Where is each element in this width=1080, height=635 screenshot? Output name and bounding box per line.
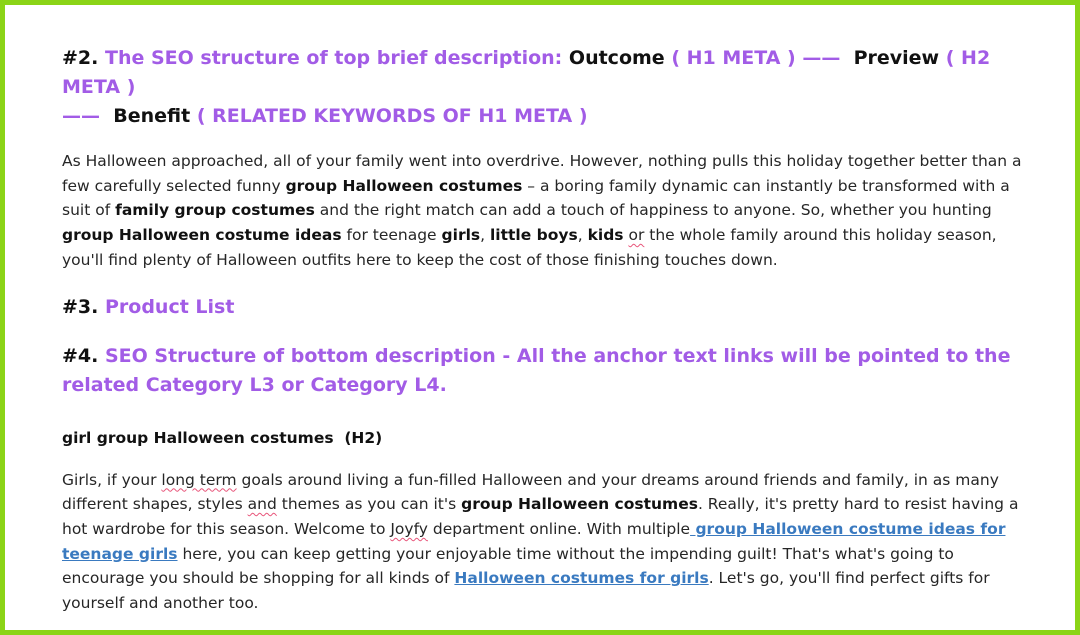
text-run: As Halloween approached, all of your family went into overdrive. However, nothing pulls this holiday together better than a few carefully selected funny xyxy=(62,152,1022,195)
spellcheck-word: Joyfy xyxy=(390,519,428,538)
text-run: , xyxy=(480,226,490,245)
section-3-number: #3. xyxy=(62,295,99,318)
spellcheck-word: long term xyxy=(161,470,237,489)
text-run: for teenage xyxy=(341,226,442,245)
spellcheck-word: or xyxy=(628,226,645,245)
text-run: Girls, if your xyxy=(62,470,162,489)
dash-separator-2: —— xyxy=(62,105,100,127)
section-4-title: SEO Structure of bottom description - All the anchor text links will be pointed to the related Category L3 or Category L4. xyxy=(62,344,1011,396)
girl-costumes-subheading: girl group Halloween costumes (H2) xyxy=(62,428,383,447)
text-run: . Let's go, you'll find perfect gifts for yourself and another too. xyxy=(62,569,990,613)
keyword-bold: group Halloween costumes xyxy=(285,176,523,195)
text-run: the whole family around this holiday season, you'll find plenty of Halloween outfits here to keep the cost of those finishing touches down. xyxy=(62,226,997,269)
section-2-number: #2. xyxy=(62,47,99,69)
keyword-bold: kids xyxy=(587,226,624,245)
keyword-bold: group Halloween costumes xyxy=(461,495,698,514)
bottom-description-paragraph xyxy=(62,468,1022,616)
dash-separator-1: —— xyxy=(802,47,841,69)
text-run: – a boring family dynamic can instantly be transformed with a suit of xyxy=(62,176,1010,220)
document-body xyxy=(62,44,1022,616)
preview-meta: ( H2 META ) xyxy=(62,47,991,98)
section-3-heading xyxy=(62,293,1022,322)
section-3-title: Product List xyxy=(104,295,235,318)
spellcheck-word: and xyxy=(247,495,277,514)
link-group-costume-ideas-teenage-girls[interactable]: group Halloween costume ideas for teenage girls xyxy=(62,519,1006,563)
text-run: here, you can keep getting your enjoyable time without the impending guilt! That's what's going to encourage you should be shopping for all kinds of xyxy=(62,544,954,588)
text-run: , xyxy=(577,226,588,245)
text-run: . Really, it's pretty hard to resist having a hot wardrobe for this season. Welcome to xyxy=(62,495,1019,538)
text-run: department online. With multiple xyxy=(427,519,691,538)
section-4-number: #4. xyxy=(62,344,99,367)
benefit-label: Benefit xyxy=(113,105,191,127)
outcome-meta: ( H1 META ) xyxy=(671,47,796,69)
top-description-paragraph xyxy=(62,149,1022,273)
keyword-bold: group Halloween costume ideas xyxy=(62,226,342,245)
preview-label: Preview xyxy=(853,47,940,69)
keyword-bold: girls xyxy=(441,226,481,245)
section-4-heading xyxy=(62,342,1022,400)
text-run: goals around living a fun-filled Halloween and your dreams around friends and family, in as many different shapes, styles xyxy=(62,470,999,514)
benefit-meta: ( RELATED KEYWORDS OF H1 META ) xyxy=(196,105,588,127)
keyword-bold: family group costumes xyxy=(115,201,315,220)
section-2-title: The SEO structure of top brief description: xyxy=(104,47,563,69)
keyword-bold: little boys xyxy=(489,226,578,245)
text-run: themes as you can it's xyxy=(276,495,462,514)
section-2-heading xyxy=(62,44,1022,131)
outcome-label: Outcome xyxy=(568,47,665,69)
text-run: and the right match can add a touch of happiness to anyone. So, whether you hunting xyxy=(314,201,992,220)
link-halloween-costumes-for-girls[interactable]: Halloween costumes for girls xyxy=(454,569,709,588)
